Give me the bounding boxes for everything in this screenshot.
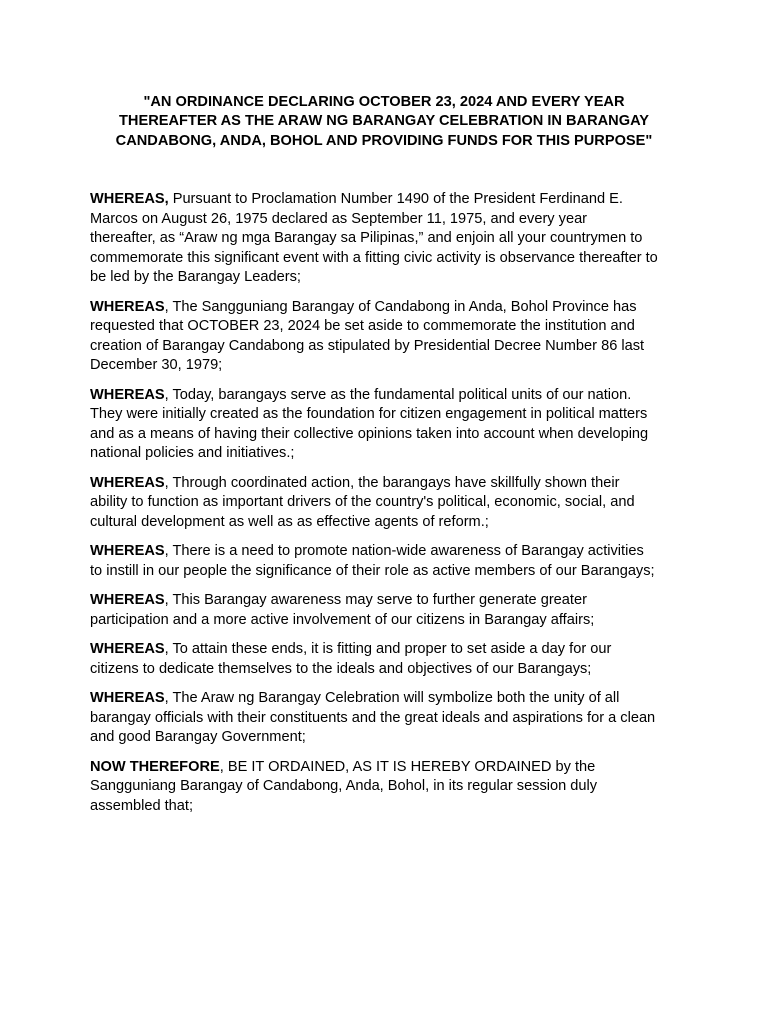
paragraph-line: be led by the Barangay Leaders;	[90, 269, 301, 285]
paragraph-line	[90, 542, 690, 562]
paragraph-line: participation and a more active involvement of our citizens in Barangay affairs;	[90, 611, 595, 628]
paragraph-text: , To attain these ends, it is fitting and proper to set aside a day for our	[164, 641, 612, 657]
paragraph-line	[90, 640, 690, 660]
paragraph-line: assembled that;	[90, 797, 194, 814]
paragraph-line: creation of Barangay Candabong as stipulated by Presidential Decree Number 86 last	[90, 337, 645, 354]
ordaining-clause	[90, 758, 690, 817]
paragraph-line: barangay officials with their constituents and the great ideals and aspirations for a clean	[90, 709, 656, 726]
paragraph-keyword: WHEREAS	[90, 474, 165, 491]
paragraph-line	[90, 298, 690, 318]
paragraph-text: Pursuant to Proclamation Number 1490 of the President Ferdinand E.	[168, 191, 623, 207]
paragraph-keyword: WHEREAS	[90, 386, 165, 403]
paragraph-keyword: WHEREAS	[90, 641, 165, 657]
paragraph-line: national policies and initiatives.;	[90, 445, 295, 461]
whereas-paragraph	[90, 689, 690, 748]
paragraph-text: , Through coordinated action, the barangays have skillfully shown their	[164, 474, 620, 491]
paragraph-line: requested that OCTOBER 23, 2024 be set aside to commemorate the institution and	[90, 318, 635, 334]
paragraph-keyword: WHEREAS	[90, 298, 165, 315]
paragraph-text: , Today, barangays serve as the fundamental political units of our nation.	[164, 386, 632, 403]
paragraph-line: citizens to dedicate themselves to the ideals and objectives of our Barangays;	[90, 660, 592, 677]
whereas-paragraph	[90, 591, 690, 630]
paragraph-line: commemorate this significant event with a fitting civic activity is observance thereafter to	[90, 249, 658, 266]
title-line: CANDABONG, ANDA, BOHOL AND PROVIDING FUNDS FOR THIS PURPOSE"	[115, 132, 653, 149]
paragraph-text: , This Barangay awareness may serve to further generate greater	[164, 592, 587, 608]
ordinance-body	[90, 190, 690, 826]
paragraph-line: They were initially created as the foundation for citizen engagement in political matters	[90, 406, 648, 422]
paragraph-text: , BE IT ORDAINED, AS IT IS HEREBY ORDAINED by the	[219, 758, 596, 775]
paragraph-line	[90, 591, 690, 611]
paragraph-keyword: WHEREAS	[90, 592, 165, 608]
paragraph-line: thereafter, as “Araw ng mga Barangay sa Pilipinas,” and enjoin all your countrymen to	[90, 230, 643, 246]
whereas-paragraph	[90, 386, 690, 464]
title-line: THEREAFTER AS THE ARAW NG BARANGAY CELEBRATION IN BARANGAY	[119, 113, 649, 130]
paragraph-line	[90, 386, 690, 406]
paragraph-line: to instill in our people the significance of their role as active members of our Barangays;	[90, 562, 655, 579]
title-line: "AN ORDINANCE DECLARING OCTOBER 23, 2024 AND EVERY YEAR	[143, 94, 625, 110]
paragraph-line: Marcos on August 26, 1975 declared as September 11, 1975, and every year	[90, 210, 588, 227]
ordinance-title	[90, 93, 678, 151]
paragraph-keyword: NOW THEREFORE	[90, 758, 220, 775]
paragraph-keyword: WHEREAS	[90, 690, 165, 706]
paragraph-text: , The Sangguniang Barangay of Candabong in Anda, Bohol Province has	[164, 298, 637, 315]
paragraph-line: and good Barangay Government;	[90, 729, 306, 745]
paragraph-text: , The Araw ng Barangay Celebration will symbolize both the unity of all	[164, 690, 620, 706]
paragraph-line: Sangguniang Barangay of Candabong, Anda, Bohol, in its regular session duly	[90, 778, 598, 794]
whereas-paragraph	[90, 474, 690, 533]
paragraph-line: and as a means of having their collective opinions taken into account when developing	[90, 425, 649, 442]
paragraph-line	[90, 689, 690, 709]
paragraph-keyword: WHEREAS	[90, 543, 165, 559]
whereas-paragraph	[90, 298, 690, 376]
paragraph-text: , There is a need to promote nation-wide awareness of Barangay activities	[164, 543, 644, 559]
whereas-paragraph	[90, 542, 690, 581]
paragraph-line: December 30, 1979;	[90, 357, 223, 373]
paragraph-line	[90, 474, 690, 494]
whereas-paragraph	[90, 190, 690, 288]
paragraph-line: ability to function as important drivers of the country's political, economic, social, and	[90, 494, 635, 510]
paragraph-line	[90, 758, 690, 778]
whereas-paragraph	[90, 640, 690, 679]
paragraph-keyword: WHEREAS,	[90, 191, 169, 207]
paragraph-line	[90, 190, 690, 210]
paragraph-line: cultural development as well as as effective agents of reform.;	[90, 513, 489, 530]
